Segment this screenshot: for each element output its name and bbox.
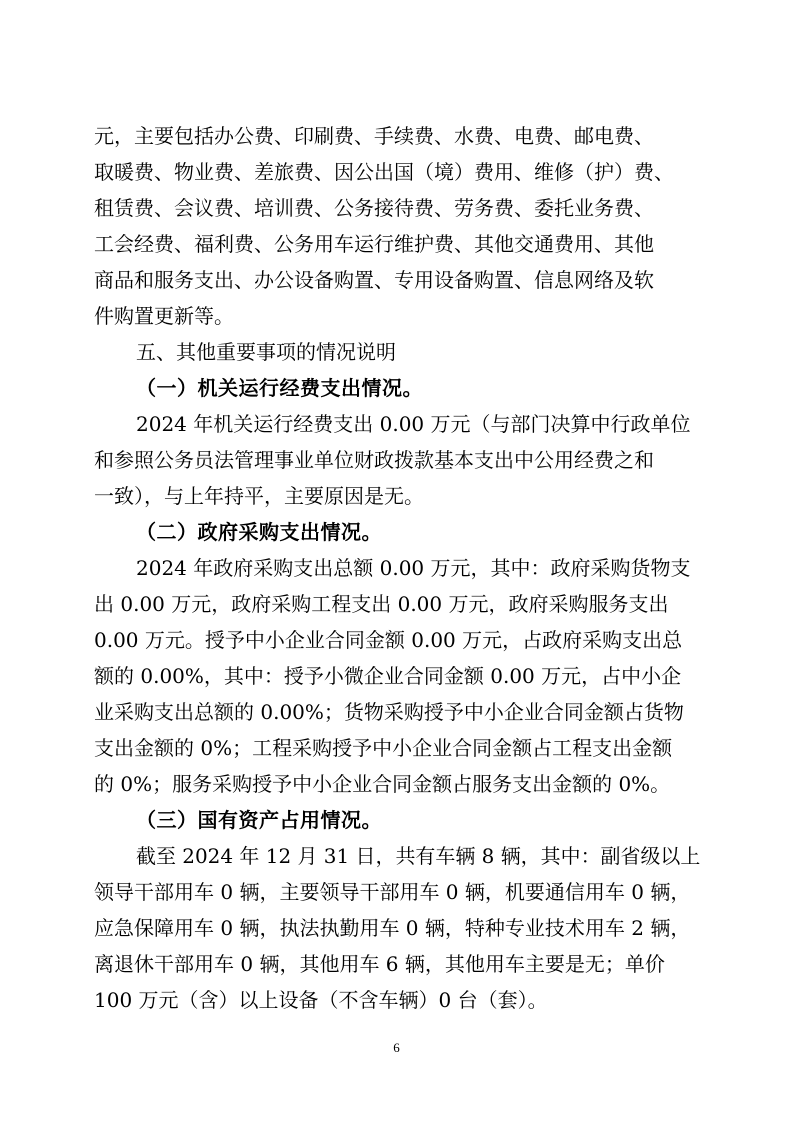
- page-number: 6: [393, 1040, 400, 1055]
- body-line: [0, 912, 793, 944]
- subsection-heading: [0, 372, 793, 404]
- line-text: 租赁费、会议费、培训费、公务接待费、劳务费、委托业务费、: [94, 196, 654, 220]
- body-line: [0, 732, 793, 764]
- line-text: 商品和服务支出、办公设备购置、专用设备购置、信息网络及软: [94, 268, 654, 292]
- body-line: [0, 192, 793, 224]
- body-line: [0, 228, 793, 260]
- body-line: [0, 588, 793, 620]
- subsection-heading-text: （二）政府采购支出情况。: [136, 520, 382, 544]
- line-text: 出 0.00 万元，政府采购工程支出 0.00 万元，政府采购服务支出: [94, 592, 669, 616]
- body-line: [0, 300, 793, 332]
- body-line: [0, 480, 793, 512]
- body-line: [0, 840, 793, 872]
- line-text: 离退休干部用车 0 辆，其他用车 6 辆，其他用车主要是无；单价: [94, 952, 665, 976]
- subsection-heading: [0, 804, 793, 836]
- line-text: 截至 2024 年 12 月 31 日，共有车辆 8 辆，其中：副省级以上: [136, 844, 701, 868]
- body-line: [0, 408, 793, 440]
- line-text: 100 万元（含）以上设备（不含车辆）0 台（套）。: [94, 988, 548, 1012]
- body-line: [0, 264, 793, 296]
- line-text: 0.00 万元。授予中小企业合同金额 0.00 万元，占政府采购支出总: [94, 628, 683, 652]
- line-text: 2024 年政府采购支出总额 0.00 万元，其中：政府采购货物支: [136, 556, 691, 580]
- body-line: [0, 984, 793, 1016]
- line-text: 取暖费、物业费、差旅费、因公出国（境）费用、维修（护）费、: [94, 160, 674, 184]
- line-text: 支出金额的 0%；工程采购授予中小企业合同金额占工程支出金额: [94, 736, 673, 760]
- line-text: 2024 年机关运行经费支出 0.00 万元（与部门决算中行政单位: [136, 412, 691, 436]
- subsection-heading-text: （三）国有资产占用情况。: [136, 808, 382, 832]
- line-text: 应急保障用车 0 辆，执法执勤用车 0 辆，特种专业技术用车 2 辆，: [94, 916, 691, 940]
- body-line: [0, 624, 793, 656]
- line-text: 一致），与上年持平，主要原因是无。: [94, 484, 424, 508]
- body-line: [0, 156, 793, 188]
- body-line: [0, 444, 793, 476]
- section-heading-text: 五、其他重要事项的情况说明: [136, 340, 396, 364]
- section-heading: [0, 336, 793, 368]
- body-line: [0, 876, 793, 908]
- body-line: [0, 120, 793, 152]
- subsection-heading-text: （一）机关运行经费支出情况。: [136, 376, 423, 400]
- line-text: 领导干部用车 0 辆，主要领导干部用车 0 辆，机要通信用车 0 辆，: [94, 880, 691, 904]
- body-line: [0, 696, 793, 728]
- body-line: [0, 660, 793, 692]
- body-line: [0, 552, 793, 584]
- subsection-heading: [0, 516, 793, 548]
- line-text: 工会经费、福利费、公务用车运行维护费、其他交通费用、其他: [94, 232, 654, 256]
- line-text: 业采购支出总额的 0.00%；货物采购授予中小企业合同金额占货物: [94, 700, 684, 724]
- line-text: 的 0%；服务采购授予中小企业合同金额占服务支出金额的 0%。: [94, 772, 671, 796]
- body-line: [0, 768, 793, 800]
- line-text: 件购置更新等。: [94, 304, 234, 328]
- line-text: 额的 0.00%，其中：授予小微企业合同金额 0.00 万元，占中小企: [94, 664, 682, 688]
- body-line: [0, 948, 793, 980]
- line-text: 元，主要包括办公费、印刷费、手续费、水费、电费、邮电费、: [94, 124, 654, 148]
- line-text: 和参照公务员法管理事业单位财政拨款基本支出中公用经费之和: [94, 448, 654, 472]
